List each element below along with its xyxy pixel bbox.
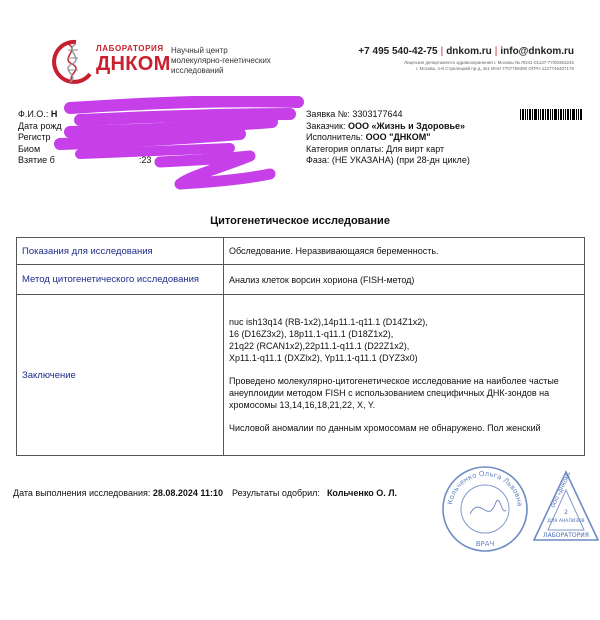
- svg-text:ЛАБОРАТОРИЯ: ЛАБОРАТОРИЯ: [543, 532, 589, 539]
- document-title: Цитогенетическое исследование: [210, 215, 390, 227]
- approved-by: Кольченко О. Л.: [326, 488, 398, 498]
- center-name: Научный центр молекулярно-генетических исследований: [171, 46, 271, 75]
- results-table: [16, 237, 585, 456]
- fio-value: Н: [50, 109, 58, 119]
- conclusion-label: Заключение: [17, 295, 224, 456]
- order-info: Заявка №: 3303177644 Заказчик: ООО «Жизнь и Здоровье» Исполнитель: ООО "ДНКОМ" Категория оплаты: Для вирт карт Фаза: (НЕ УКАЗАНА) (при 28-дн цикле): [306, 109, 470, 165]
- svg-text:Кольченко Ольга Львовна: Кольченко Ольга Львовна: [446, 469, 524, 507]
- completion-date: 28.08.2024 11:10: [152, 488, 223, 498]
- phone: +7 495 540-42-75: [358, 46, 438, 57]
- conclusion-value: [224, 295, 585, 456]
- method-value: Анализ клеток ворсин хориона (FISH-метод): [224, 265, 585, 295]
- email-link[interactable]: info@dnkom.ru: [500, 46, 574, 57]
- karyotype-line: 21q22 (RCAN1x2),22p11.1-q11.1 (D22Z1x2),: [229, 341, 410, 351]
- karyotype-line: 16 (D16Z3x2), 18p11.1-q11.1 (D18Z1x2),: [229, 329, 394, 339]
- svg-text:ООО «ДНКОМ»: ООО «ДНКОМ»: [550, 471, 573, 509]
- license-text: Лицензия департамента здравоохранения г. Москвы № ЛО41-01137-77/00363245 г. Москва, 4-й Стрелецкий пр-д, 4к1 ИНН 7707768390 ОГРН 1127746407175: [404, 60, 574, 71]
- footer: [13, 488, 397, 498]
- lab-stamp-icon: [532, 468, 600, 546]
- svg-text:2: 2: [564, 509, 568, 516]
- svg-text:ВРАЧ: ВРАЧ: [475, 540, 495, 548]
- customer: ООО «Жизнь и Здоровье»: [347, 120, 466, 131]
- svg-text:ДЛЯ АНАЛИЗОВ: ДЛЯ АНАЛИЗОВ: [547, 519, 585, 524]
- result-note: Числовой аномалии по данным хромосомам не обнаружено. Пол женский: [229, 423, 541, 433]
- biomaterial-label: Биом: [18, 143, 41, 154]
- table-row-method: [17, 265, 585, 295]
- indications-label: Показания для исследования: [17, 238, 224, 265]
- executor: ООО "ДНКОМ": [365, 132, 431, 142]
- fio-label: Ф.И.О.:: [18, 109, 49, 119]
- birth-label: Дата рожд: [18, 120, 62, 131]
- date-label: Дата выполнения исследования:: [13, 488, 151, 498]
- sample-date-label: Взятие б: [18, 155, 55, 165]
- sample-time-fragment: :23: [138, 155, 152, 165]
- cycle-phase: (НЕ УКАЗАНА) (при 28-дн цикле): [331, 155, 470, 165]
- karyotype-line: nuc ish13q14 (RB-1x2),14p11.1-q11.1 (D14Z1x2),: [229, 317, 428, 327]
- registration-label: Регистр: [18, 132, 51, 142]
- order-number: 3303177644: [352, 109, 403, 119]
- approved-label: Результаты одобрил:: [232, 488, 320, 498]
- payment-category: Для вирт карт: [386, 143, 445, 154]
- barcode-icon: [520, 109, 582, 120]
- dnkom-logo-icon: [46, 38, 98, 84]
- doctor-stamp-icon: [440, 464, 530, 554]
- method-label: Метод цитогенетического исследования: [17, 265, 224, 295]
- indications-value: Обследование. Неразвивающаяся беременность.: [224, 238, 585, 265]
- method-note: Проведено молекулярно-цитогенетическое исследование на наиболее частые анеуплоидии методом FISH с использованием специфичных ДНК-зондов на хромосомы 13,14,16,18,21,22, X, Y.: [229, 376, 559, 410]
- karyotype-line: Xp11.1-q11.1 (DXZlx2), Yp11.1-q11.1 (DYZ3x0): [229, 353, 418, 363]
- contacts: +7 495 540-42-75 | dnkom.ru | info@dnkom.ru: [358, 46, 574, 57]
- lab-label: ЛАБОРАТОРИЯ: [96, 44, 164, 53]
- table-row-conclusion: [17, 295, 585, 456]
- redaction-scribble: [40, 96, 310, 196]
- lab-name: ДНКОМ: [96, 53, 171, 75]
- table-row-indications: [17, 238, 585, 265]
- site-link[interactable]: dnkom.ru: [446, 46, 492, 57]
